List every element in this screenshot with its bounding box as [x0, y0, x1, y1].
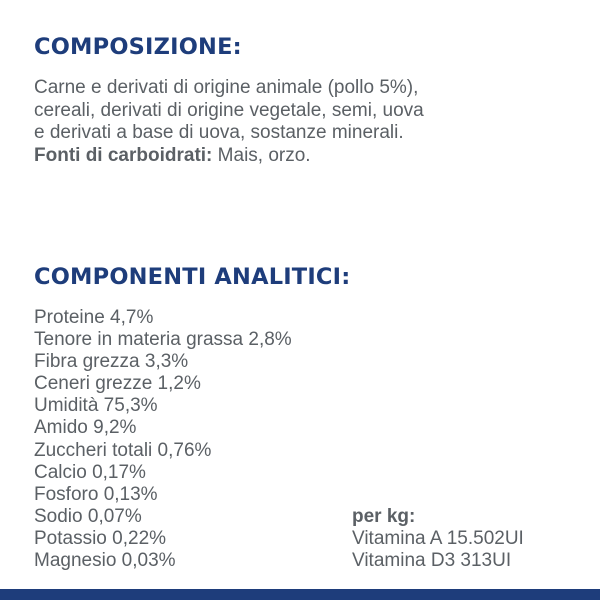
vitamin-d3: Vitamina D3 313UI	[352, 550, 512, 572]
vitamins-block	[352, 506, 524, 572]
analytic-item-umidita: Umidità 75,3%	[34, 395, 158, 417]
analytic-item-sodio: Sodio 0,07%	[34, 505, 142, 527]
carbs-label: Fonti di carboidrati:	[34, 144, 213, 166]
composition-text	[34, 77, 590, 167]
analytic-item-calcio: Calcio 0,17%	[34, 461, 146, 483]
analytic-item-proteine: Proteine 4,7%	[34, 307, 154, 328]
analytics-list	[34, 307, 292, 572]
composition-line: e derivati a base di uova, sostanze minerali.	[34, 122, 404, 143]
analytic-item-zuccheri: Zuccheri totali 0,76%	[34, 439, 212, 461]
composition-heading: COMPOSIZIONE:	[34, 34, 242, 60]
analytic-item-fibra: Fibra grezza 3,3%	[34, 351, 189, 373]
analytic-item-ceneri: Ceneri grezze 1,2%	[34, 373, 201, 395]
analytic-item-magnesio: Magnesio 0,03%	[34, 550, 176, 572]
analytics-heading: COMPONENTI ANALITICI:	[34, 264, 351, 290]
vitamin-a: Vitamina A 15.502UI	[352, 528, 524, 550]
analytic-item-grassi: Tenore in materia grassa 2,8%	[34, 329, 292, 351]
vitamins-title: per kg:	[352, 506, 416, 527]
carbs-line	[34, 145, 590, 168]
bottom-brand-bar	[0, 589, 600, 600]
analytic-item-potassio: Potassio 0,22%	[34, 527, 167, 549]
composition-line: cereali, derivati di origine vegetale, semi, uova	[34, 99, 424, 121]
composition-line: Carne e derivati di origine animale (pollo 5%),	[34, 77, 419, 98]
analytic-item-fosforo: Fosforo 0,13%	[34, 483, 158, 505]
analytic-item-amido: Amido 9,2%	[34, 417, 137, 439]
carbs-value: Mais, orzo.	[212, 144, 311, 166]
